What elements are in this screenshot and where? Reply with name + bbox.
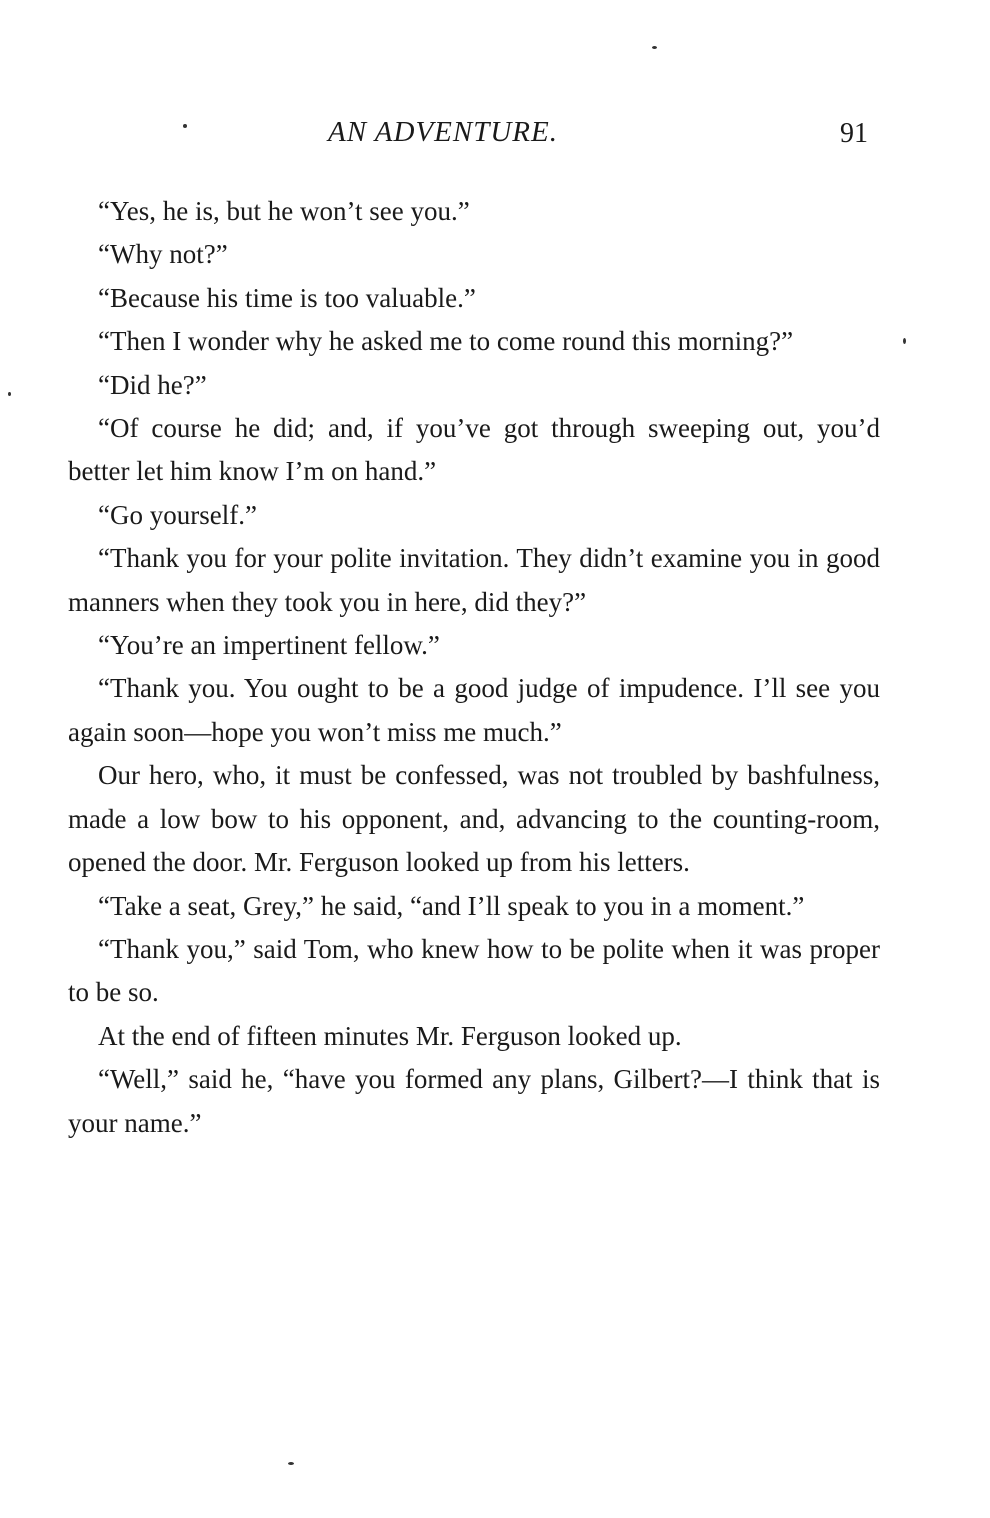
paragraph: “Well,” said he, “have you formed any plans, Gilbert?—I think that is your name.” <box>68 1064 880 1138</box>
paragraph: At the end of fifteen minutes Mr. Ferguson looked up. <box>98 1020 682 1051</box>
page-number: 91 <box>840 118 868 149</box>
paragraph: “Why not?” <box>98 239 228 270</box>
running-head <box>0 116 990 156</box>
paragraph: “You’re an impertinent fellow.” <box>98 630 440 661</box>
paragraph: “Thank you. You ought to be a good judge of impudence. I’ll see you again soon—hope you won’t miss me much.” <box>68 673 880 747</box>
ink-speck <box>288 1462 294 1465</box>
paragraph: “Thank you,” said Tom, who knew how to be polite when it was proper to be so. <box>68 933 880 1008</box>
paragraph: “Did he?” <box>98 369 207 400</box>
ink-speck <box>652 46 657 49</box>
paragraph: “Yes, he is, but he won’t see you.” <box>98 196 470 226</box>
paragraph: “Take a seat, Grey,” he said, “and I’ll speak to you in a moment.” <box>98 890 805 921</box>
paragraph: “Of course he did; and, if you’ve got through sweeping out, you’d better let him know I’m on hand.” <box>68 413 880 487</box>
paragraph: “Thank you for your polite invitation. They didn’t examine you in good manners when they took you in here, did they?” <box>68 543 880 617</box>
body-text <box>68 190 880 1145</box>
paragraph: Our hero, who, it must be confessed, was not troubled by bashfulness, made a low bow to his opponent, and, advancing to the counting-room, opened the door. Mr. Ferguson looked up from his letters. <box>68 760 880 878</box>
ink-speck <box>8 392 11 396</box>
ink-speck <box>903 338 906 344</box>
paragraph: “Because his time is too valuable.” <box>98 282 476 313</box>
running-title: AN ADVENTURE. <box>328 116 558 148</box>
paragraph: “Go yourself.” <box>98 499 257 530</box>
paragraph: “Then I wonder why he asked me to come round this morning?” <box>98 326 794 357</box>
